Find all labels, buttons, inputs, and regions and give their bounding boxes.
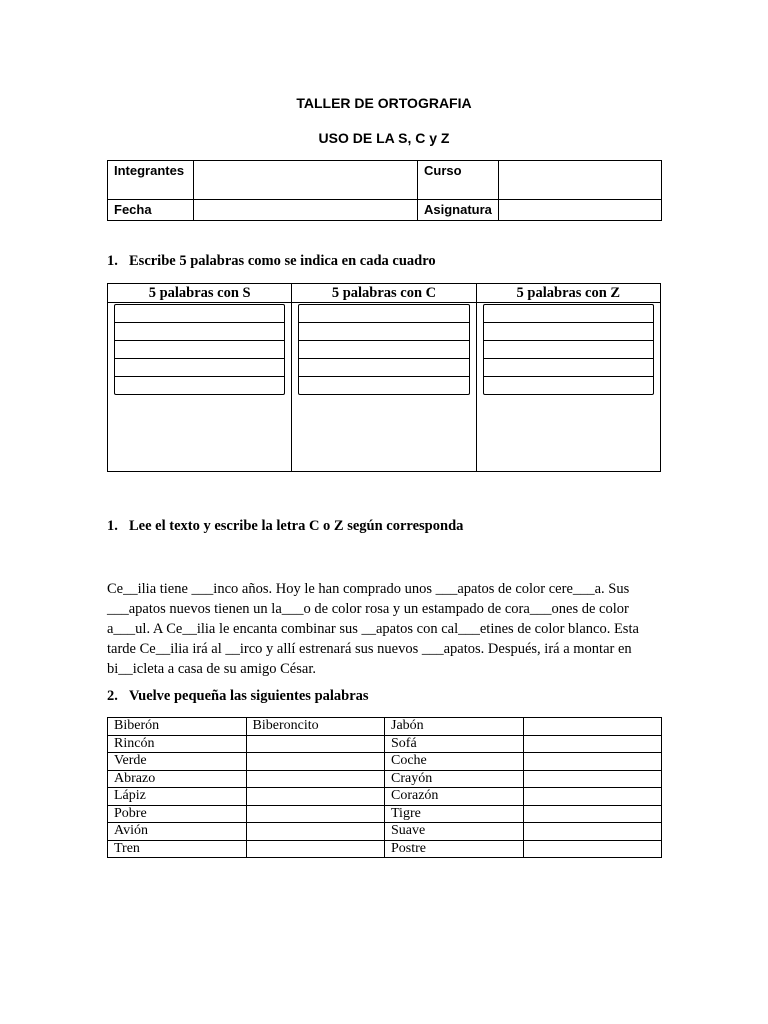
answer-line[interactable]: [299, 359, 468, 377]
table-row: [108, 788, 662, 806]
word-cell: Biberón: [108, 718, 247, 736]
worksheet-title: TALLER DE ORTOGRAFIA: [296, 95, 472, 111]
diminutive-answer-cell[interactable]: [523, 735, 662, 753]
word-cell: Tigre: [385, 805, 524, 823]
table-row: [108, 840, 662, 858]
answer-line[interactable]: [115, 305, 284, 323]
word-cell: Crayón: [385, 770, 524, 788]
section-3-heading-text: Vuelve pequeña las siguientes palabras: [129, 688, 369, 704]
answer-line[interactable]: [115, 341, 284, 359]
table-row: [108, 805, 662, 823]
table-row: [108, 718, 662, 736]
word-cell: Tren: [108, 840, 247, 858]
diminutive-answer-cell[interactable]: [523, 823, 662, 841]
answer-line[interactable]: [299, 341, 468, 359]
word-cell: Postre: [385, 840, 524, 858]
word-cell: Suave: [385, 823, 524, 841]
diminutive-answer-cell[interactable]: [523, 805, 662, 823]
student-info-table: [107, 160, 662, 221]
word-cell: Corazón: [385, 788, 524, 806]
column-header-c: 5 palabras con C: [292, 284, 475, 303]
section-2-heading-text: Lee el texto y escribe la letra C o Z según corresponda: [129, 518, 464, 534]
answer-line[interactable]: [484, 305, 653, 323]
section-1-heading: [107, 253, 436, 270]
answer-line[interactable]: [115, 377, 284, 394]
fecha-label: Fecha: [108, 200, 194, 221]
diminutive-answer-cell[interactable]: [523, 788, 662, 806]
integrantes-label: Integrantes: [108, 161, 194, 200]
diminutive-answer-cell[interactable]: [246, 770, 385, 788]
diminutive-answer-cell[interactable]: [523, 718, 662, 736]
answer-line[interactable]: [299, 377, 468, 394]
table-row: [108, 753, 662, 771]
answer-line[interactable]: [484, 359, 653, 377]
answer-line[interactable]: [484, 377, 653, 394]
section-1-number: 1.: [107, 253, 118, 269]
diminutive-answer-cell[interactable]: [246, 753, 385, 771]
answer-line[interactable]: [299, 305, 468, 323]
word-cell: Lápiz: [108, 788, 247, 806]
curso-label: Curso: [418, 161, 499, 200]
word-cell: Avión: [108, 823, 247, 841]
diminutive-answer-cell[interactable]: [523, 770, 662, 788]
table-row: [108, 735, 662, 753]
asignatura-field[interactable]: [498, 200, 661, 221]
five-words-box: [107, 283, 661, 472]
worksheet-subtitle: USO DE LA S, C y Z: [318, 130, 450, 146]
word-cell: Rincón: [108, 735, 247, 753]
diminutive-answer-cell[interactable]: [246, 788, 385, 806]
section-1-heading-text: Escribe 5 palabras como se indica en cada cuadro: [129, 253, 436, 269]
answer-line[interactable]: [299, 323, 468, 341]
table-row: [108, 823, 662, 841]
section-3-heading: [107, 688, 369, 705]
words-column-s: [108, 284, 292, 471]
answer-lines-z: [483, 304, 654, 395]
diminutive-answer-cell[interactable]: [523, 753, 662, 771]
fill-in-paragraph: Ce__ilia tiene ___inco años. Hoy le han comprado unos ___apatos de color cere___a. Sus ___apatos nuevos tienen un la___o de color rosa y un estampado de cora___ones de color a___ul. A Ce__ilia le encanta combinar sus __apatos con cal___etines de color blanco. Esta tarde Ce__ilia irá al __irco y allí estrenará sus nuevos ___apatos. Después, irá a montar en bi__icleta a casa de su amigo César.: [107, 581, 639, 677]
integrantes-field[interactable]: [194, 161, 418, 200]
answer-line[interactable]: [115, 359, 284, 377]
diminutive-table: [107, 717, 662, 858]
word-cell: Jabón: [385, 718, 524, 736]
column-header-s: 5 palabras con S: [108, 284, 291, 303]
diminutive-answer-cell[interactable]: [246, 840, 385, 858]
diminutive-answer-cell[interactable]: [246, 805, 385, 823]
diminutive-answer-cell[interactable]: [523, 840, 662, 858]
answer-lines-s: [114, 304, 285, 395]
word-cell: Coche: [385, 753, 524, 771]
diminutive-answer-cell[interactable]: [246, 735, 385, 753]
diminutive-answer-cell[interactable]: [246, 823, 385, 841]
column-header-z: 5 palabras con Z: [477, 284, 660, 303]
diminutive-answer-cell[interactable]: Biberoncito: [246, 718, 385, 736]
curso-field[interactable]: [498, 161, 661, 200]
asignatura-label: Asignatura: [418, 200, 499, 221]
word-cell: Abrazo: [108, 770, 247, 788]
table-row: [108, 770, 662, 788]
answer-lines-c: [298, 304, 469, 395]
words-column-c: [292, 284, 476, 471]
section-2-heading: [107, 518, 463, 535]
word-cell: Sofá: [385, 735, 524, 753]
answer-line[interactable]: [484, 323, 653, 341]
word-cell: Pobre: [108, 805, 247, 823]
answer-line[interactable]: [115, 323, 284, 341]
section-3-number: 2.: [107, 688, 118, 704]
word-cell: Verde: [108, 753, 247, 771]
section-2-number: 1.: [107, 518, 118, 534]
answer-line[interactable]: [484, 341, 653, 359]
words-column-z: [477, 284, 660, 471]
fecha-field[interactable]: [194, 200, 418, 221]
